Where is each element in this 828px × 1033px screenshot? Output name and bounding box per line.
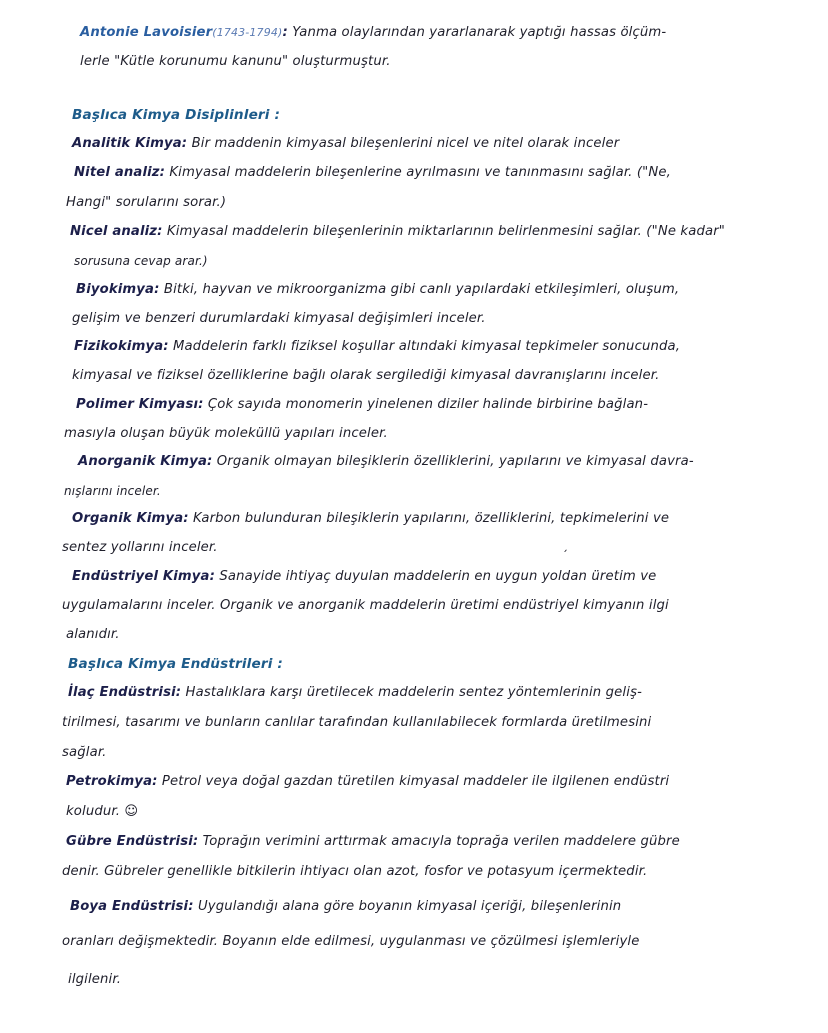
quantitative-text: Kimyasal maddelerin bileşenlerinin miktarlarının belirlenmesini sağlar. ("Ne kadar"	[162, 224, 725, 239]
inorganic-line-2	[64, 481, 784, 501]
paint-text: Uygulandığı alana göre boyanın kimyasal içeriği, bileşenlerinin	[193, 899, 622, 914]
petrochem-text-2: koludur. ☺	[66, 804, 139, 819]
heading-industries-text: Başlıca Kimya Endüstrileri :	[68, 656, 283, 672]
paint-line-3	[68, 970, 788, 990]
pharma-line-2	[62, 713, 782, 733]
heading-disciplines-text: Başlıca Kimya Disiplinleri :	[72, 107, 281, 123]
fertilizer-line-1	[66, 832, 786, 852]
paint-text-3: ilgilenir.	[68, 972, 122, 987]
inorganic-text-2: nışlarını inceler.	[64, 484, 161, 498]
lavoisier-name: Antonie Lavoisier	[80, 25, 213, 40]
polymer-line-1	[76, 395, 796, 415]
polymer-text: Çok sayıda monomerin yinelenen diziler halinde birbirine bağlan-	[203, 397, 649, 412]
quantitative-line-1	[70, 222, 790, 242]
petrochem-line-1	[66, 772, 786, 792]
physical-chem-text: Maddelerin farklı fiziksel koşullar altındaki kimyasal tepkimeler sonucunda,	[168, 339, 681, 354]
industrial-chem-text: Sanayide ihtiyaç duyulan maddelerin en uygun yoldan üretim ve	[215, 569, 657, 584]
pharma-line-3	[62, 743, 782, 763]
lavoisier-text-2: lerle "Kütle korunumu kanunu" oluşturmuştur.	[80, 54, 391, 69]
industrial-chem-text-2: uygulamalarını inceler. Organik ve anorganik maddelerin üretimi endüstriyel kimyanın ilgi	[62, 598, 669, 613]
physical-chem-line-1	[74, 337, 794, 357]
physical-chem-line-2	[72, 366, 792, 386]
qualitative-line-1	[74, 163, 794, 183]
qualitative-line-2	[66, 193, 786, 213]
industrial-chem-line-2	[62, 596, 782, 616]
lavoisier-line-2	[80, 52, 800, 72]
fertilizer-line-2	[62, 862, 782, 882]
heading-industries	[68, 654, 788, 675]
physical-chem-term: Fizikokimya:	[74, 339, 169, 354]
analytic-line	[72, 134, 792, 154]
inorganic-text: Organik olmayan bileşiklerin özelliklerini, yapılarını ve kimyasal davra-	[212, 454, 694, 469]
biochemistry-line-1	[76, 280, 796, 300]
lavoisier-colon: :	[282, 25, 288, 40]
petrochem-term: Petrokimya:	[66, 774, 158, 789]
pharma-text: Hastalıklara karşı üretilecek maddelerin sentez yöntemlerinin geliş-	[181, 685, 642, 700]
organic-text-2: sentez yollarını inceler.	[62, 540, 218, 555]
pharma-text-2: tirilmesi, tasarımı ve bunların canlılar tarafından kullanılabilecek formlarda üretilmesini	[62, 715, 652, 730]
lavoisier-text: Yanma olaylarından yararlanarak yaptığı hassas ölçüm-	[287, 25, 667, 40]
industrial-chem-line-1	[72, 567, 792, 587]
physical-chem-text-2: kimyasal ve fiziksel özelliklerine bağlı olarak sergilediği kimyasal davranışlarını inceler.	[72, 368, 660, 383]
polymer-text-2: masıyla oluşan büyük moleküllü yapıları inceler.	[64, 426, 388, 441]
paint-line-2	[62, 932, 782, 952]
heading-disciplines	[72, 105, 792, 126]
analytic-term: Analitik Kimya:	[72, 136, 188, 151]
quantitative-text-2: sorusuna cevap arar.)	[74, 254, 208, 268]
lavoisier-dates: (1743-1794)	[212, 26, 283, 39]
quantitative-term: Nicel analiz:	[70, 224, 163, 239]
qualitative-term: Nitel analiz:	[74, 165, 166, 180]
biochemistry-text: Bitki, hayvan ve mikroorganizma gibi canlı yapılardaki etkileşimleri, oluşum,	[159, 282, 680, 297]
inorganic-term: Anorganik Kimya:	[78, 454, 213, 469]
organic-term: Organik Kimya:	[72, 511, 189, 526]
organic-line-1	[72, 509, 792, 529]
organic-text: Karbon bulunduran bileşiklerin yapılarını, özelliklerini, tepkimelerini ve	[188, 511, 670, 526]
pharma-term: İlaç Endüstrisi:	[68, 685, 182, 700]
fertilizer-text-2: denir. Gübreler genellikle bitkilerin ihtiyacı olan azot, fosfor ve potasyum içermektedir.	[62, 864, 648, 879]
polymer-term: Polimer Kimyası:	[76, 397, 204, 412]
quantitative-line-2	[74, 251, 794, 271]
organic-line-2	[62, 538, 782, 558]
biochemistry-term: Biyokimya:	[76, 282, 160, 297]
stray-pen-mark: ˏ	[562, 538, 568, 552]
qualitative-text-2: Hangi" sorularını sorar.)	[66, 195, 227, 210]
industrial-chem-term: Endüstriyel Kimya:	[72, 569, 216, 584]
fertilizer-text: Toprağın verimini arttırmak amacıyla toprağa verilen maddelere gübre	[198, 834, 680, 849]
polymer-line-2	[64, 424, 784, 444]
petrochem-line-2	[66, 802, 786, 822]
lavoisier-line-1	[80, 23, 800, 43]
qualitative-text: Kimyasal maddelerin bileşenlerine ayrılmasını ve tanınmasını sağlar. ("Ne,	[165, 165, 671, 180]
industrial-chem-line-3	[66, 625, 786, 645]
biochemistry-text-2: gelişim ve benzeri durumlardaki kimyasal değişimleri inceler.	[72, 311, 486, 326]
paint-line-1	[70, 897, 790, 917]
paint-term: Boya Endüstrisi:	[70, 899, 194, 914]
pharma-line-1	[68, 683, 788, 703]
pharma-text-3: sağlar.	[62, 745, 107, 760]
industrial-chem-text-3: alanıdır.	[66, 627, 120, 642]
inorganic-line-1	[78, 452, 798, 472]
analytic-text: Bir maddenin kimyasal bileşenlerini nicel ve nitel olarak inceler	[187, 136, 620, 151]
biochemistry-line-2	[72, 309, 792, 329]
fertilizer-term: Gübre Endüstrisi:	[66, 834, 199, 849]
paint-text-2: oranları değişmektedir. Boyanın elde edilmesi, uygulanması ve çözülmesi işlemleriyle	[62, 934, 640, 949]
petrochem-text: Petrol veya doğal gazdan türetilen kimyasal maddeler ile ilgilenen endüstri	[157, 774, 670, 789]
